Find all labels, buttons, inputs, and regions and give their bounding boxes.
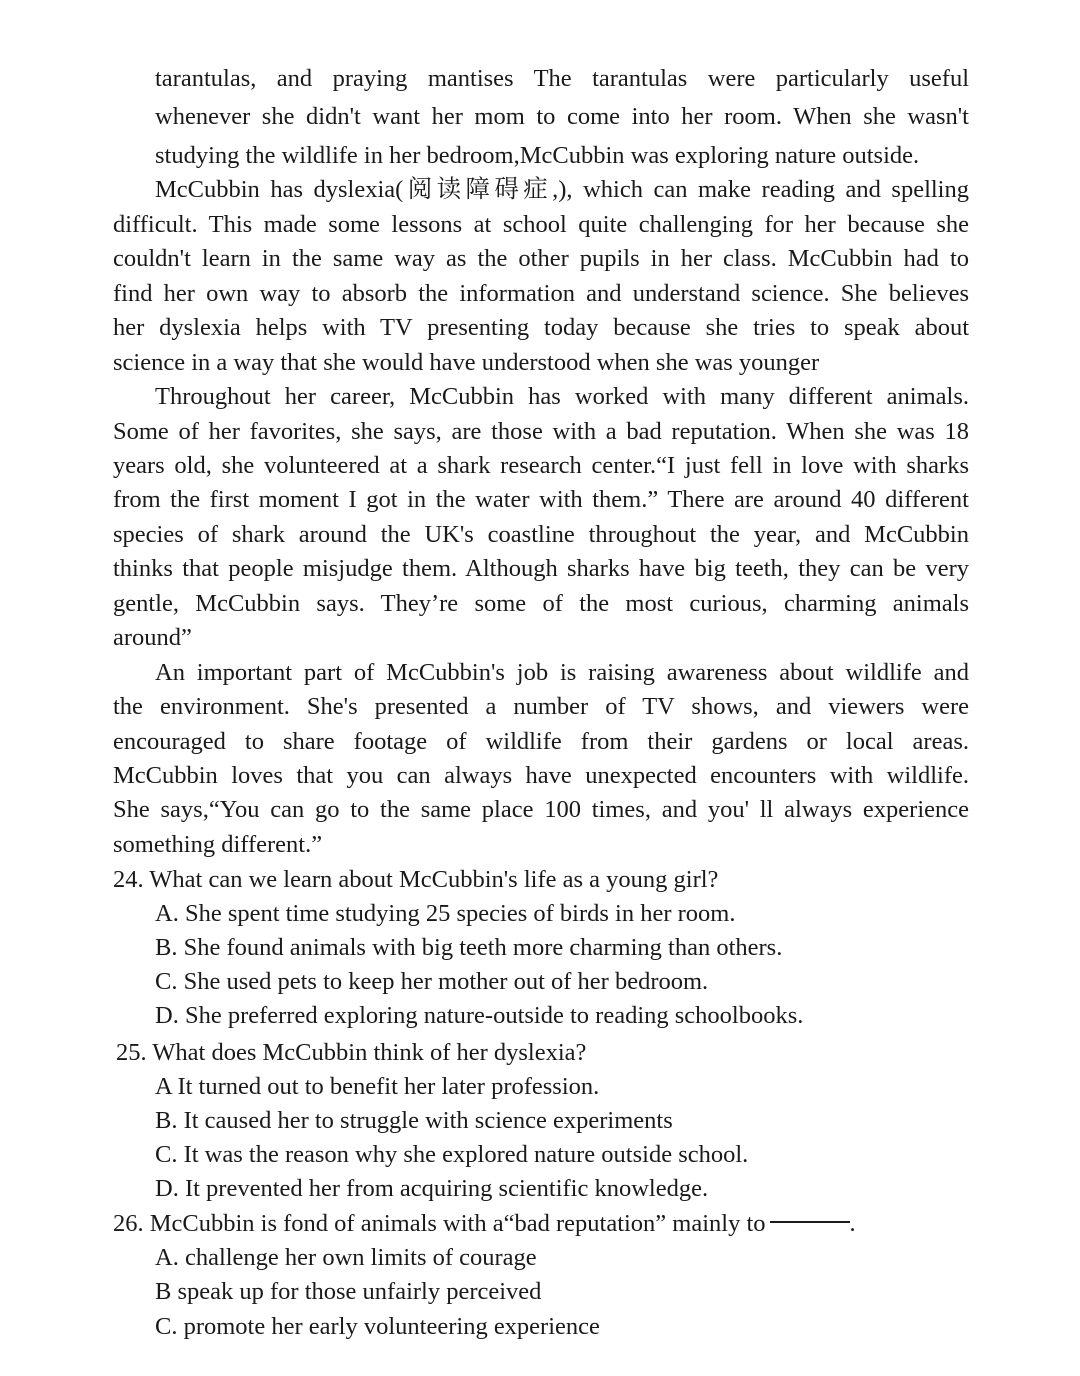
text-line: science in a way that she would have understood when she was younger: [113, 349, 820, 376]
text-line: whenever she didn't want her mom to come into her room. When she wasn't: [155, 103, 969, 130]
text-line: Throughout her career, McCubbin has worked with many different animals.: [155, 383, 969, 410]
question-stem: [113, 1207, 856, 1241]
text-line: couldn't learn in the same way as the other pupils in her class. McCubbin had to: [113, 245, 969, 272]
option-b: B speak up for those unfairly perceived: [155, 1278, 542, 1305]
text-line: An important part of McCubbin's job is raising awareness about wildlife and: [155, 659, 969, 686]
text-line: something different.”: [113, 831, 323, 858]
text-line: find her own way to absorb the information and understand science. She believes: [113, 280, 969, 307]
option-c: C. promote her early volunteering experience: [155, 1313, 600, 1340]
question-stem: 24. What can we learn about McCubbin's life as a young girl?: [113, 866, 719, 893]
question-stem-text: 26. McCubbin is fond of animals with a“bad reputation” mainly to: [113, 1210, 766, 1237]
text-line: species of shark around the UK's coastline throughout the year, and McCubbin: [113, 521, 969, 548]
option-a: A. She spent time studying 25 species of birds in her room.: [155, 900, 736, 927]
answer-blank: [770, 1221, 850, 1223]
text-line: her dyslexia helps with TV presenting today because she tries to speak about: [113, 314, 969, 341]
option-d: D. She preferred exploring nature-outside to reading schoolbooks.: [155, 1002, 804, 1029]
text-line: McCubbin loves that you can always have unexpected encounters with wildlife.: [113, 762, 969, 789]
text-line: thinks that people misjudge them. Although sharks have big teeth, they can be very: [113, 555, 969, 582]
option-a: A. challenge her own limits of courage: [155, 1244, 537, 1271]
text-line: from the first moment I got in the water with them.” There are around 40 different: [113, 486, 969, 513]
text-line: gentle, McCubbin says. They’re some of the most curious, charming animals: [113, 590, 969, 617]
option-c: C. It was the reason why she explored nature outside school.: [155, 1141, 749, 1168]
option-b: B. It caused her to struggle with science experiments: [155, 1107, 673, 1134]
question-stem: 25. What does McCubbin think of her dyslexia?: [116, 1039, 587, 1066]
text-line: tarantulas, and praying mantises The tarantulas were particularly useful: [155, 65, 969, 92]
question-stem-end: .: [849, 1210, 856, 1237]
text-line: difficult. This made some lessons at school quite challenging for her because she: [113, 211, 969, 238]
text-line: encouraged to share footage of wildlife from their gardens or local areas.: [113, 728, 969, 755]
text-line: Some of her favorites, she says, are those with a bad reputation. When she was 18: [113, 418, 969, 445]
option-d: D. It prevented her from acquiring scientific knowledge.: [155, 1175, 709, 1202]
text-line: She says,“You can go to the same place 100 times, and you' ll always experience: [113, 796, 969, 823]
option-b: B. She found animals with big teeth more charming than others.: [155, 934, 783, 961]
option-a: A It turned out to benefit her later profession.: [155, 1073, 600, 1100]
text-line: McCubbin has dyslexia(阅读障碍症,), which can make reading and spelling: [155, 176, 969, 203]
text-line: years old, she volunteered at a shark research center.“I just fell in love with sharks: [113, 452, 969, 479]
option-c: C. She used pets to keep her mother out of her bedroom.: [155, 968, 709, 995]
text-line: the environment. She's presented a number of TV shows, and viewers were: [113, 693, 969, 720]
text-line: studying the wildlife in her bedroom,McCubbin was exploring nature outside.: [155, 142, 920, 169]
text-line: around”: [113, 624, 192, 651]
